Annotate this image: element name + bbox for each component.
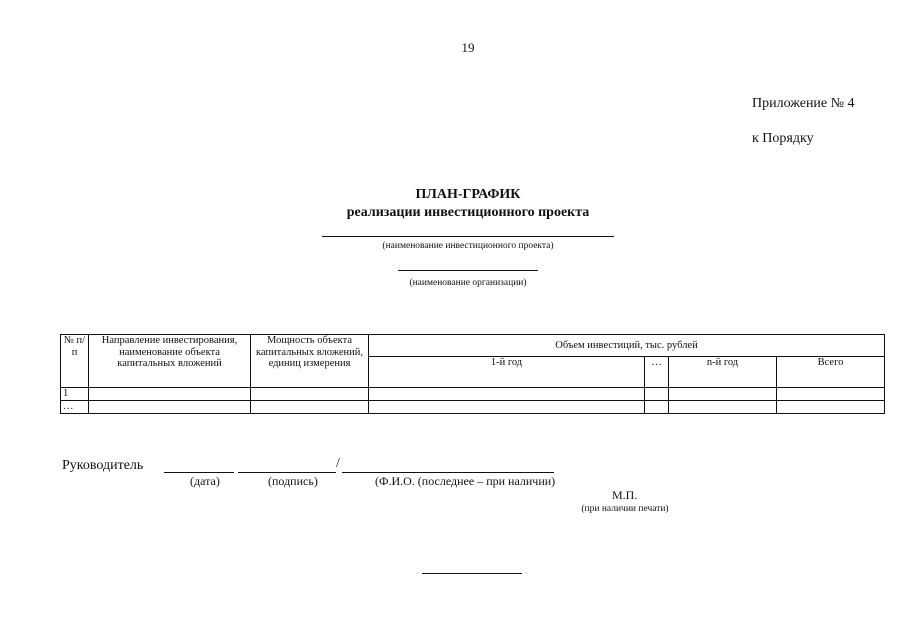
plan-schedule-table bbox=[60, 334, 885, 414]
cell-capacity bbox=[251, 401, 369, 414]
document-title: ПЛАН-ГРАФИК bbox=[415, 187, 521, 202]
header-year-n: n-й год bbox=[669, 357, 777, 388]
footer-line bbox=[422, 573, 522, 574]
name-caption: (Ф.И.О. (последнее – при наличии) bbox=[375, 474, 556, 488]
name-line bbox=[342, 472, 554, 473]
annex-title: Приложение № 4 bbox=[752, 96, 855, 111]
header-year-1: 1-й год bbox=[369, 357, 645, 388]
header-object-capacity: Мощность объекта капитальных вложений, единиц измерения bbox=[251, 335, 369, 388]
cell-direction bbox=[89, 401, 251, 414]
row-number: … bbox=[61, 401, 89, 414]
cell-total bbox=[777, 388, 885, 401]
signature-caption: (подпись) bbox=[268, 474, 318, 488]
signature-line bbox=[238, 472, 336, 473]
project-name-line bbox=[322, 236, 614, 237]
page-number: 19 bbox=[461, 40, 475, 55]
table-row bbox=[61, 401, 885, 414]
table-row bbox=[61, 388, 885, 401]
organization-name-line bbox=[398, 270, 538, 271]
annex-subtitle: к Порядку bbox=[752, 131, 814, 146]
stamp-label: М.П. bbox=[612, 488, 638, 502]
header-investment-direction: Направление инвестирования, наименование объекта капитальных вложений bbox=[89, 335, 251, 388]
organization-name-caption: (наименование организации) bbox=[409, 278, 527, 288]
header-number: № п/п bbox=[61, 335, 89, 388]
cell-ellipsis bbox=[645, 401, 669, 414]
head-signature-label: Руководитель bbox=[62, 458, 144, 473]
stamp-note: (при наличии печати) bbox=[581, 504, 669, 514]
date-line bbox=[164, 472, 234, 473]
date-caption: (дата) bbox=[190, 474, 220, 488]
row-number: 1 bbox=[61, 388, 89, 401]
header-ellipsis: … bbox=[645, 357, 669, 388]
cell-direction bbox=[89, 388, 251, 401]
cell-ellipsis bbox=[645, 388, 669, 401]
cell-year-n bbox=[669, 401, 777, 414]
signature-separator: / bbox=[336, 456, 340, 471]
header-investment-volume: Объем инвестиций, тыс. рублей bbox=[369, 335, 885, 357]
cell-total bbox=[777, 401, 885, 414]
cell-year-1 bbox=[369, 388, 645, 401]
document-subtitle: реализации инвестиционного проекта bbox=[346, 205, 590, 220]
cell-year-1 bbox=[369, 401, 645, 414]
cell-capacity bbox=[251, 388, 369, 401]
project-name-caption: (наименование инвестиционного проекта) bbox=[382, 241, 554, 251]
cell-year-n bbox=[669, 388, 777, 401]
header-total: Всего bbox=[777, 357, 885, 388]
